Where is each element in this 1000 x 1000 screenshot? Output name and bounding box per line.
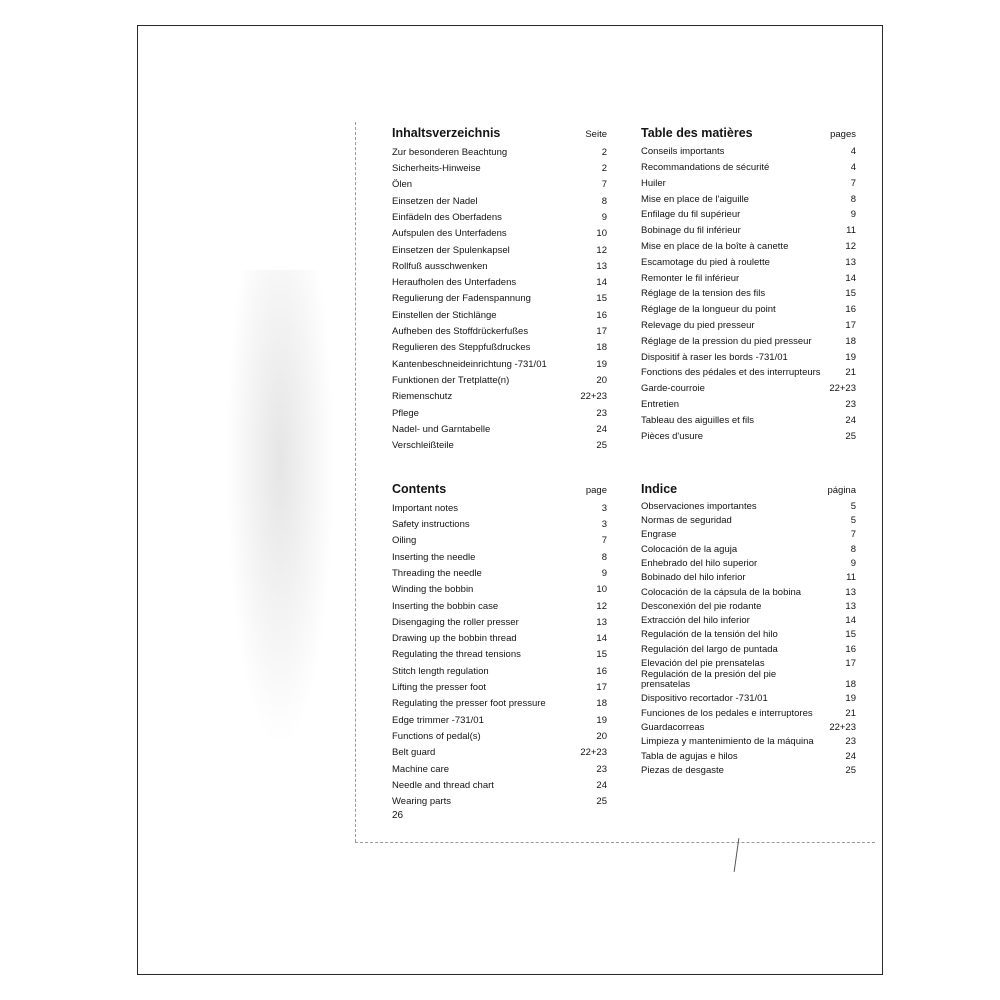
toc-entry-page: 4 [850,162,856,174]
toc-entry-page: 15 [596,293,607,305]
toc-entry-page: 18 [845,679,856,691]
toc-entry-page: 15 [596,649,607,661]
toc-entry-label: Colocación de la aguja [641,543,738,555]
toc-entry-label: Recommandations de sécurité [641,162,770,174]
toc-entry-page: 10 [596,584,607,596]
toc-entry-label: Enfilage du fil supérieur [641,209,741,221]
toc-page-label: Seite [585,129,607,140]
toc-entry-label: Oiling [392,535,417,547]
toc-entry [392,142,607,158]
toc-entry-page: 19 [845,693,856,705]
toc-entry-page: 18 [845,335,856,347]
toc-entry [392,158,607,174]
toc-entry-page: 23 [596,763,607,775]
toc-entry-page: 19 [596,358,607,370]
toc-entry [392,775,607,791]
toc-entry-label: Machine care [392,763,450,775]
toc-entry-label: Stitch length regulation [392,665,489,677]
toc-entry [392,175,607,191]
toc-entry-page: 13 [596,260,607,272]
toc-entry-label: Rollfuß ausschwenken [392,260,488,272]
toc-entry-label: Verschleißteile [392,440,454,452]
toc-entry-label: Enhebrado del hilo superior [641,557,758,569]
toc-entry [641,189,856,205]
toc-entry-page: 14 [845,615,856,627]
toc-entry [392,305,607,321]
toc-entries [392,498,607,808]
toc-entry [392,710,607,726]
toc-entry [392,661,607,677]
toc-entry-label: Escamotage du pied à roulette [641,256,770,268]
toc-entry [641,762,856,776]
toc-entry-page: 14 [596,633,607,645]
toc-entry-label: Riemenschutz [392,391,453,403]
toc-entry-label: Observaciones importantes [641,500,757,512]
toc-entry-page: 21 [845,367,856,379]
toc-entry-page: 12 [596,244,607,256]
toc-header [392,123,607,140]
toc-entry-page: 2 [601,163,607,175]
toc-entry-label: Guardacorreas [641,721,705,733]
toc-entry [641,237,856,253]
toc-entry [641,569,856,583]
toc-entry-page: 21 [845,707,856,719]
toc-entry-page: 20 [596,374,607,386]
toc-entry [392,531,607,547]
toc-entry-page: 17 [596,326,607,338]
toc-entry [392,191,607,207]
toc-entry [641,598,856,612]
toc-entry-label: Pflege [392,407,419,419]
toc-entry-page: 3 [601,519,607,531]
toc-entry-page: 23 [596,407,607,419]
toc-title: Inhaltsverzeichnis [392,126,501,140]
toc-entry [641,612,856,626]
toc-entry [392,759,607,775]
toc-entry-label: Elevación del pie prensatelas [641,658,765,670]
toc-entry-label: Kantenbeschneideinrichtung -731/01 [392,358,547,370]
toc-entry-page: 22+23 [580,747,607,759]
toc-entry-label: Entretien [641,399,680,411]
toc-entry-page: 13 [596,616,607,628]
toc-entry [641,363,856,379]
toc-entry-page: 5 [850,500,856,512]
toc-entry [641,512,856,526]
toc-entry-page: 8 [601,551,607,563]
toc-entry-label: Edge trimmer -731/01 [392,714,484,726]
toc-page-label: página [827,485,856,496]
toc-entry-label: Remonter le fil inférieur [641,272,740,284]
toc-entry-page: 15 [845,629,856,641]
toc-entry-page: 11 [846,572,856,584]
toc-entry [641,268,856,284]
toc-entry-label: Einsetzen der Nadel [392,195,478,207]
toc-entry [392,791,607,807]
toc-entry-label: Ölen [392,179,413,191]
toc-entry-page: 4 [850,146,856,158]
toc-entry [641,584,856,598]
toc-entry [641,627,856,641]
toc-entry-page: 9 [850,557,856,569]
toc-english [392,479,607,808]
toc-entry [641,411,856,427]
toc-entry [641,719,856,733]
toc-entry-page: 14 [845,272,856,284]
toc-entry-page: 18 [596,698,607,710]
toc-entry-page: 22+23 [829,383,856,395]
toc-entry [641,205,856,221]
toc-entry-page: 24 [845,414,856,426]
toc-entry [641,426,856,442]
toc-entry [392,726,607,742]
toc-entry [641,498,856,512]
toc-entry-page: 9 [850,209,856,221]
toc-entry [641,670,856,691]
toc-entry-label: Desconexión del pie rodante [641,600,762,612]
toc-entry-page: 9 [601,211,607,223]
scan-edge-bottom [355,842,875,843]
toc-entry [392,677,607,693]
toc-entry-label: Mise en place de l'aiguille [641,193,749,205]
toc-entry-page: 25 [596,796,607,808]
toc-entry [641,158,856,174]
toc-entry-label: Extracción del hilo inferior [641,615,750,627]
toc-entry-label: Einstellen der Stichlänge [392,309,497,321]
toc-entry-page: 8 [850,193,856,205]
toc-entry-label: Regulación de la tensión del hilo [641,629,778,641]
toc-entry [641,221,856,237]
toc-entry-label: Aufspulen des Unterfadens [392,228,507,240]
toc-entry-label: Tabla de agujas e hilos [641,750,738,762]
toc-entry [392,321,607,337]
toc-entry [641,347,856,363]
toc-entry-label: Sicherheits-Hinweise [392,163,481,175]
toc-entry-page: 13 [845,600,856,612]
toc-entry [392,514,607,530]
toc-entry-page: 24 [845,750,856,762]
toc-entry-page: 24 [596,423,607,435]
toc-entry [641,332,856,348]
toc-entry-label: Réglage de la tension des fils [641,288,766,300]
toc-entry-page: 15 [845,288,856,300]
toc-spanish [641,479,856,776]
toc-entries [392,142,607,452]
toc-entry-page: 8 [850,543,856,555]
toc-header [392,479,607,496]
toc-entry [641,284,856,300]
toc-entry-page: 17 [596,682,607,694]
toc-entry [392,354,607,370]
toc-entry [392,579,607,595]
toc-entry [641,555,856,569]
toc-entry-label: Normas de seguridad [641,515,732,527]
toc-german [392,123,607,452]
toc-entry-label: Bobinado del hilo inferior [641,572,746,584]
toc-entry-label: Huiler [641,177,666,189]
toc-entry-page: 7 [850,177,856,189]
toc-entry-label: Funciones de los pedales e interruptores [641,707,813,719]
toc-entry-page: 16 [596,665,607,677]
toc-entry-page: 25 [845,764,856,776]
scan-edge-left [355,122,356,842]
toc-entry [641,541,856,555]
toc-entry-label: Zur besonderen Beachtung [392,146,508,158]
toc-page-label: page [585,485,607,496]
toc-entry-page: 18 [596,342,607,354]
toc-entry [392,272,607,288]
toc-entry [392,563,607,579]
toc-entry-page: 14 [596,277,607,289]
toc-entry [392,435,607,451]
toc-entry-label: Nadel- und Garntabelle [392,423,491,435]
toc-entry [641,395,856,411]
toc-entry-label: Bobinage du fil inférieur [641,225,741,237]
toc-entry [641,691,856,705]
toc-entry-page: 12 [596,600,607,612]
toc-entry-label: Regulating the thread tensions [392,649,521,661]
toc-entry-page: 9 [601,567,607,579]
toc-entry [392,645,607,661]
toc-entry-label: Inserting the needle [392,551,476,563]
toc-entry-page: 19 [845,351,856,363]
toc-entry [641,641,856,655]
toc-entry-label: Regulating the presser foot pressure [392,698,546,710]
toc-french [641,123,856,442]
toc-entry-label: Einsetzen der Spulenkapsel [392,244,510,256]
toc-entry-page: 7 [601,535,607,547]
toc-entry-page: 5 [850,515,856,527]
toc-entry [392,498,607,514]
toc-entry-page: 25 [845,430,856,442]
toc-entry [641,655,856,669]
toc-entry-label: Drawing up the bobbin thread [392,633,517,645]
toc-entry-page: 16 [845,643,856,655]
toc-entry-page: 2 [601,146,607,158]
toc-entry-page: 23 [845,736,856,748]
toc-entry-label: Needle and thread chart [392,779,494,791]
toc-entry [641,316,856,332]
toc-header [641,123,856,140]
page-number: 26 [392,810,404,821]
toc-entry [392,223,607,239]
toc-entry [641,705,856,719]
toc-entry-page: 25 [596,440,607,452]
toc-entry-page: 3 [601,502,607,514]
toc-entry-page: 16 [596,309,607,321]
toc-entry-label: Wearing parts [392,796,451,808]
toc-entry-page: 17 [845,320,856,332]
toc-entry-label: Colocación de la cápsula de la bobina [641,586,802,598]
toc-entry-label: Regulieren des Steppfußdruckes [392,342,531,354]
toc-entry [392,612,607,628]
toc-entry-label: Relevage du pied presseur [641,320,755,332]
toc-entry-label: Conseils importants [641,146,725,158]
toc-entry [641,527,856,541]
toc-entry [392,596,607,612]
toc-entry-label: Fonctions des pédales et des interrupteurs [641,367,821,379]
toc-entry-label: Funktionen der Tretplatte(n) [392,374,510,386]
toc-entry [641,142,856,158]
toc-entry [392,338,607,354]
toc-entry-label: Limpieza y mantenimiento de la máquina [641,736,814,748]
toc-entry [392,256,607,272]
toc-entry [641,174,856,190]
toc-entry [392,742,607,758]
toc-entry-page: 23 [845,399,856,411]
toc-entry-label: Lifting the presser foot [392,682,486,694]
toc-entry-label: Piezas de desgaste [641,764,724,776]
toc-entry-label: Belt guard [392,747,436,759]
toc-entry-page: 17 [845,658,856,670]
toc-entry-page: 24 [596,779,607,791]
toc-entry [392,289,607,305]
toc-entry-page: 7 [850,529,856,541]
toc-entry-label: Réglage de la pression du pied presseur [641,335,812,347]
toc-entry-label: Tableau des aiguilles et fils [641,414,755,426]
toc-entry-label: Regulación de la presión del pie prensatelas [641,668,777,691]
toc-entry [392,419,607,435]
toc-entry-label: Aufheben des Stoffdrückerfußes [392,326,529,338]
toc-entry-page: 10 [596,228,607,240]
toc-entry-label: Threading the needle [392,567,482,579]
toc-entry-label: Pièces d'usure [641,430,704,442]
toc-entry-label: Dispositivo recortador -731/01 [641,693,768,705]
toc-entry-page: 13 [845,256,856,268]
toc-header [641,479,856,496]
toc-entry-label: Heraufholen des Unterfadens [392,277,517,289]
scan-smudge [225,270,335,750]
toc-entry-page: 22+23 [829,721,856,733]
toc-entries [641,142,856,442]
toc-entry [641,748,856,762]
toc-entry-label: Engrase [641,529,677,541]
toc-entry-page: 16 [845,304,856,316]
toc-entry-label: Regulación del largo de puntada [641,643,778,655]
toc-entries [641,498,856,776]
toc-entry-page: 19 [596,714,607,726]
toc-title: Indice [641,482,678,496]
toc-entry-label: Mise en place de la boîte à canette [641,241,789,253]
toc-entry [392,386,607,402]
toc-entry [392,547,607,563]
toc-entry-page: 7 [601,179,607,191]
toc-entry [392,628,607,644]
toc-entry-label: Disengaging the roller presser [392,616,519,628]
toc-entry-page: 12 [845,241,856,253]
toc-entry-label: Einfädeln des Oberfadens [392,211,502,223]
toc-entry [392,207,607,223]
toc-entry [641,379,856,395]
toc-entry [392,240,607,256]
toc-entry-label: Winding the bobbin [392,584,474,596]
toc-entry-label: Functions of pedal(s) [392,730,481,742]
toc-entry-label: Réglage de la longueur du point [641,304,776,316]
toc-page-label: pages [830,129,856,140]
toc-title: Contents [392,482,447,496]
toc-entry-label: Important notes [392,502,459,514]
toc-entry-label: Safety instructions [392,519,470,531]
toc-entry [392,403,607,419]
toc-entry-page: 22+23 [580,391,607,403]
toc-entry-page: 11 [846,225,856,237]
toc-entry [641,733,856,747]
toc-entry-page: 13 [845,586,856,598]
toc-entry-label: Inserting the bobbin case [392,600,499,612]
toc-entry [392,370,607,386]
toc-entry [641,253,856,269]
toc-entry-label: Garde-courroie [641,383,705,395]
toc-entry-page: 20 [596,730,607,742]
toc-entry [641,300,856,316]
toc-entry [392,694,607,710]
toc-entry-label: Dispositif à raser les bords -731/01 [641,351,788,363]
toc-entry-label: Regulierung der Fadenspannung [392,293,531,305]
toc-entry-page: 8 [601,195,607,207]
toc-title: Table des matières [641,126,753,140]
